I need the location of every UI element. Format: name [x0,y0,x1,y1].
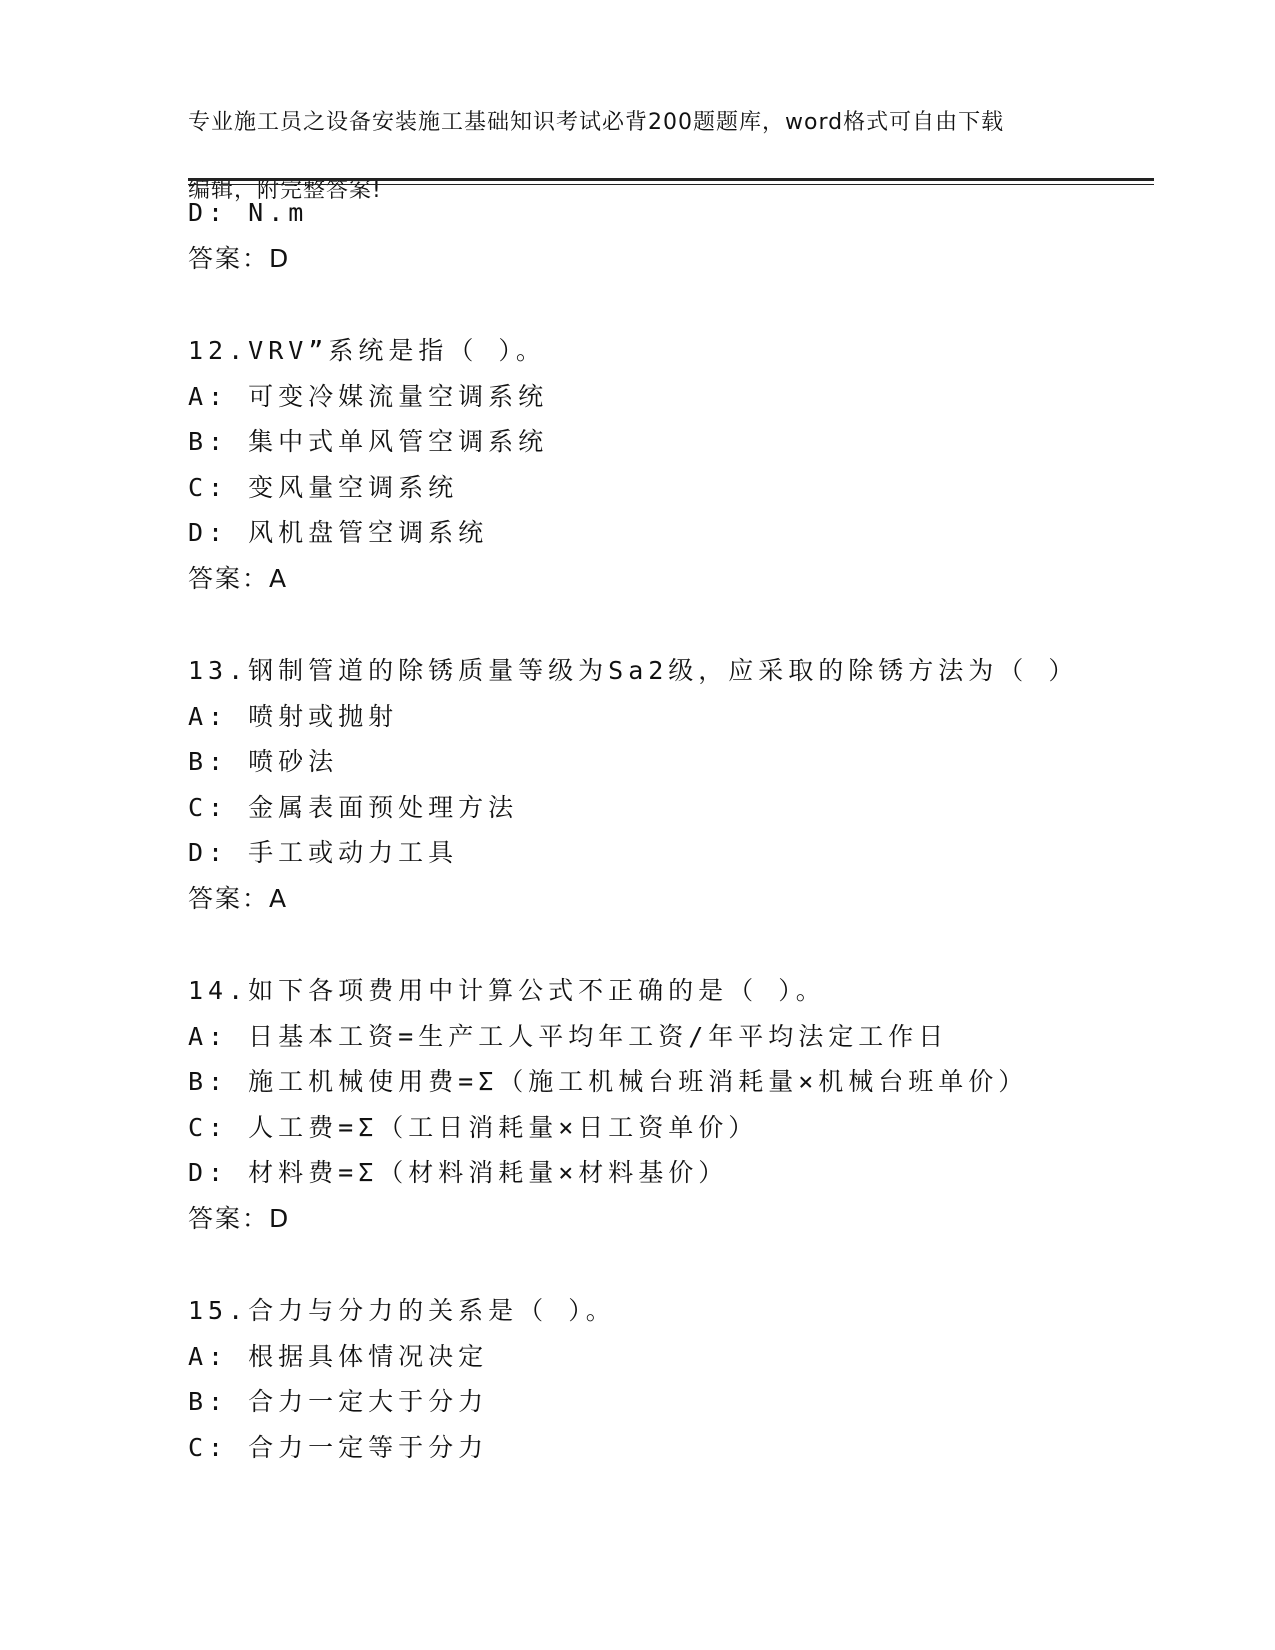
header-divider-thick [188,178,1154,181]
question-stem: 14.如下各项费用中计算公式不正确的是（ ）。 [188,976,826,1005]
option-line: D: 材料费=Σ（材料消耗量×材料基价） [188,1158,729,1187]
option-line: D: 手工或动力工具 [188,838,459,867]
answer-line: 答案：A [188,883,289,913]
option-line: C: 变风量空调系统 [188,472,459,502]
answer-line: 答案：A [188,563,289,593]
question-stem: 12.VRV”系统是指（ ）。 [188,336,546,365]
question-block [188,648,1168,921]
option-line: A: 喷射或抛射 [188,701,399,731]
option-line: C: 人工费=Σ（工日消耗量×日工资单价） [188,1112,759,1142]
question-block [188,328,1168,601]
question-block [188,1288,1168,1470]
option-line: D: 风机盘管空调系统 [188,518,489,547]
question-block [188,968,1168,1241]
header-title-line-2: 编辑，附完整答案! [188,178,382,203]
answer-line: 答案：D [188,243,291,273]
question-stem: 13.钢制管道的除锈质量等级为Sa2级，应采取的除锈方法为（ ） [188,656,1079,685]
header-title-line-1: 专业施工员之设备安装施工基础知识考试必背200题题库，word格式可自由下载 [188,110,1005,135]
option-line: B: 施工机械使用费=Σ（施工机械台班消耗量×机械台班单价） [188,1067,1029,1096]
option-line: C: 金属表面预处理方法 [188,792,519,822]
option-line: B: 集中式单风管空调系统 [188,427,549,456]
question-stem: 15.合力与分力的关系是（ ）。 [188,1296,616,1325]
option-line: D: N.m [188,198,309,227]
answer-line: 答案：D [188,1203,291,1233]
question-block [188,190,1168,281]
option-line: B: 喷砂法 [188,747,339,776]
option-line: C: 合力一定等于分力 [188,1432,489,1462]
header-divider-thin [188,184,1154,185]
question-list [188,190,1168,1470]
option-line: A: 可变冷媒流量空调系统 [188,381,549,411]
option-line: A: 日基本工资=生产工人平均年工资/年平均法定工作日 [188,1021,949,1051]
option-line: B: 合力一定大于分力 [188,1387,489,1416]
option-line: A: 根据具体情况决定 [188,1341,489,1371]
